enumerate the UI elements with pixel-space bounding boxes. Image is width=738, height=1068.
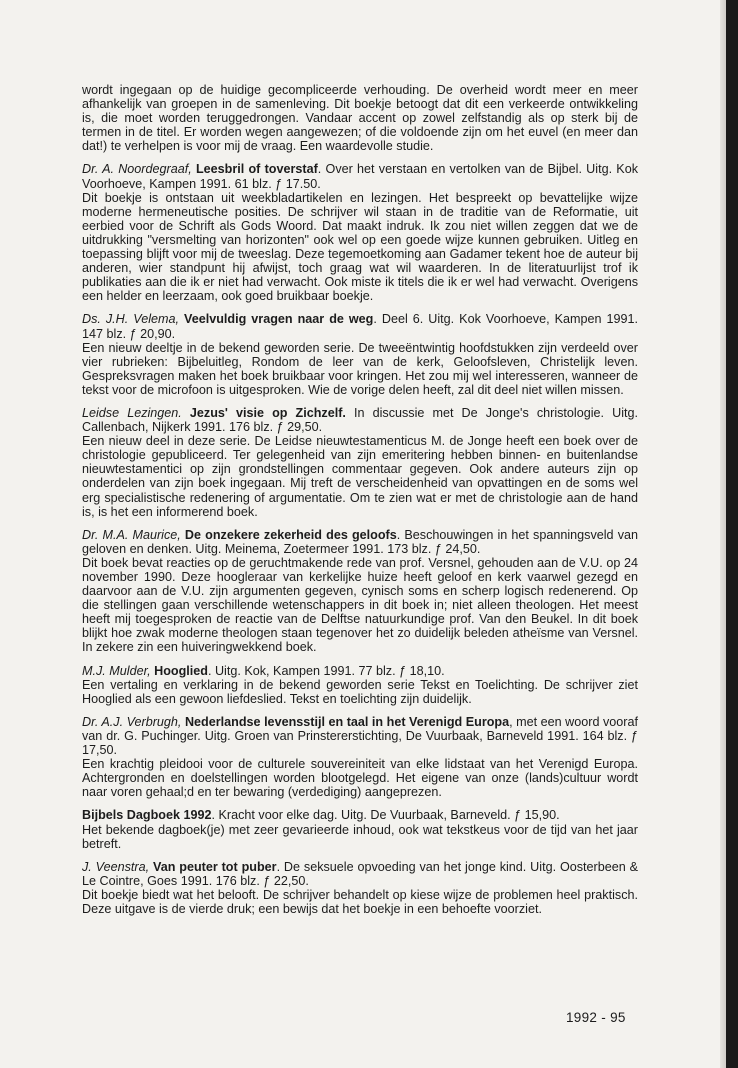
review-item xyxy=(82,664,638,706)
review-body: Een vertaling en verklaring in de bekend geworden serie Tekst en Toelichting. De schrijver ziet Hooglied als een gewoon liefdeslied. Tekst en toelichting zijn duidelijk. xyxy=(82,677,638,706)
review-column xyxy=(82,83,638,925)
review-author: Dr. A. Noordegraaf, xyxy=(82,162,192,177)
review-publication: . Beschouwingen in het spanningsveld van geloven en denken. Uitg. Meinema, Zoetermeer 1991. 173 blz. ƒ 24,50. xyxy=(82,527,639,556)
review-heading xyxy=(82,808,638,822)
review-title: Leesbril of toverstaf xyxy=(195,162,318,177)
review-item xyxy=(82,860,638,916)
review-heading xyxy=(82,664,638,678)
review-item xyxy=(82,808,638,850)
review-publication: In discussie met De Jonge's christologie. Uitg. Callenbach, Nijkerk 1991. 176 blz. ƒ 29,50. xyxy=(82,405,639,435)
page-edge xyxy=(720,0,726,1068)
review-heading xyxy=(82,162,638,190)
review-publication: . Deel 6. Uitg. Kok Voorhoeve, Kampen 1991. 147 blz. ƒ 20,90. xyxy=(82,312,638,341)
review-body: Het bekende dagboek(je) met zeer gevarieerde inhoud, ook wat tekstkeus voor de tijd van het jaar betreft. xyxy=(82,822,638,851)
page-number: 1992 - 95 xyxy=(566,1010,626,1025)
review-title: Nederlandse levensstijl en taal in het Verenigd Europa xyxy=(184,714,510,729)
review-author: Leidse Lezingen. xyxy=(82,405,182,420)
review-title: Veelvuldig vragen naar de weg xyxy=(184,312,374,327)
review-author: M.J. Mulder, xyxy=(82,663,151,678)
review-title: De onzekere zekerheid des geloofs xyxy=(184,527,397,542)
review-publication: , met een woord vooraf van dr. G. Puchinger. Uitg. Groen van Prinstererstichting, De Vuurbaak, Barneveld 1991. 164 blz. ƒ 17,50. xyxy=(82,714,638,758)
review-item xyxy=(82,312,638,397)
review-publication: . Over het verstaan en vertolken van de Bijbel. Uitg. Kok Voorhoeve, Kampen 1991. 61 blz. ƒ 17.50. xyxy=(82,162,638,191)
review-publication: . Kracht voor elke dag. Uitg. De Vuurbaak, Barneveld. ƒ 15,90. xyxy=(211,808,560,823)
review-item xyxy=(82,715,638,800)
review-publication: . De seksuele opvoeding van het jonge kind. Uitg. Oosterbeen & Le Cointre, Goes 1991. 176 blz. ƒ 22,50. xyxy=(82,859,639,888)
review-body: Een nieuw deeltje in de bekend geworden serie. De tweeëntwintig hoofdstukken zijn verdeeld over vier rubrieken: Bijbeluitleg, Rondom de leer van de kerk, Geloofsleven, Christelijk leven. Gespreksvragen maken het boek bruikbaar voor kringen. Het zou mij wel interesseren, wanneer de tekst voor de microfoon is uitgesproken. Wie de vorige delen heeft, zal dit deel niet willen missen. xyxy=(82,340,638,397)
review-heading xyxy=(82,528,638,556)
review-body: Dit boek bevat reacties op de geruchtmakende rede van prof. Versnel, gehouden aan de V.U. op 24 november 1990. Deze hoogleraar van kerkelijke huize heeft geloof en kerk vaarwel gezegd en daarvoor aan de V.U. zijn argumenten gegeven, cynisch soms en scherp logisch redenerend. Op die stellingen gaan verschillende wetenschappers in dit boek in; niet alleen theologen. Het meest heeft mij toegesproken de reactie van de Delftse natuurkundige prof. Van den Beukel. In dit boek blijkt hoe zwak moderne theologen staan tegenover het zo duidelijk beleden atheïsme van Versnel. In zekere zin een huiveringwekkend boek. xyxy=(82,555,638,655)
review-item xyxy=(82,162,638,303)
review-item xyxy=(82,406,638,519)
review-title: Van peuter tot puber xyxy=(152,859,277,874)
review-body: Dit boekje biedt wat het belooft. De schrijver behandelt op kiese wijze de problemen heel praktisch. Deze uitgave is de vierde druk; een bewijs dat het boekje in een behoefte voorziet. xyxy=(82,887,638,916)
review-heading xyxy=(82,715,638,757)
review-author: Dr. A.J. Verbrugh, xyxy=(82,714,182,729)
review-heading xyxy=(82,406,638,434)
review-author: Ds. J.H. Velema, xyxy=(82,312,180,327)
review-body: Een nieuw deel in deze serie. De Leidse nieuwtestamenticus M. de Jonge heeft een boek over de christologie gepubliceerd. Ter gelegenheid van zijn emeritering hebben binnen- en buitenlandse nieuwtestamentici op zijn grondstellingen commentaar gegeven. Ook andere auteurs zijn op onderdelen van zijn boek ingegaan. Mij treft de verscheidenheid van opvattingen en de soms wel erg specialistische redenering of argumentatie. Om te zien wat er met de christologie aan de hand is, is het een informerend boek. xyxy=(82,434,638,519)
intro-paragraph: wordt ingegaan op de huidige gecompliceerde verhouding. De overheid wordt meer en meer afhankelijk van groepen in de samenleving. Dit boekje betoogt dat dit een verkeerde ontwikkeling is, die moet worden teruggedrongen. Vandaar accent op zowel zelfstandig als op sterk bij de termen in de titel. Er worden wegen aangewezen; of die voldoende zijn om het euvel (en meer dan dat!) te verhelpen is voor mij de vraag. Een waardevolle studie. xyxy=(82,83,638,154)
review-heading xyxy=(82,312,638,340)
review-body: Een krachtig pleidooi voor de culturele souvereiniteit van elke lidstaat van het Verenigd Europa. Achtergronden en doelstellingen worden blootgelegd. Het eigene van onze (lands)cultuur wordt naar voren gehaal;d en ter bewaring (verdediging) aangeprezen. xyxy=(82,757,638,800)
review-publication: . Uitg. Kok, Kampen 1991. 77 blz. ƒ 18,10. xyxy=(207,663,445,678)
review-author: Dr. M.A. Maurice, xyxy=(82,527,181,542)
review-item xyxy=(82,528,638,655)
review-title: Hooglied xyxy=(154,663,208,678)
review-title: Bijbels Dagboek 1992 xyxy=(82,808,212,823)
review-body: Dit boekje is ontstaan uit weekbladartikelen en lezingen. Het bespreekt op bevattelijke wijze moderne hermeneutische posities. De schrijver wil staan in de traditie van de Reformatie, uit eerbied voor de Schrift als Gods Woord. Dat maakt indruk. Ik zou niet willen zeggen dat we de uitdrukking "versmelting van horizonten" ook wel op een goede wijze kunnen gebruiken. Uitleg en toepassing blijft voor mij de tweeslag. Deze tegemoetkoming aan Gadamer tekent hoe de auteur bij anderen, wier standpunt hij afwijst, toch graag wat wil waarderen. In de literatuurlijst trof ik publikaties aan die ik er niet had verwacht. Ook miste ik titels die ik er wel had verwacht. Overigens een helder en leerzaam, ook goed bruikbaar boekje. xyxy=(82,190,638,304)
review-author: J. Veenstra, xyxy=(82,859,150,874)
review-title: Jezus' visie op Zichzelf. xyxy=(189,405,346,420)
review-heading xyxy=(82,860,638,888)
